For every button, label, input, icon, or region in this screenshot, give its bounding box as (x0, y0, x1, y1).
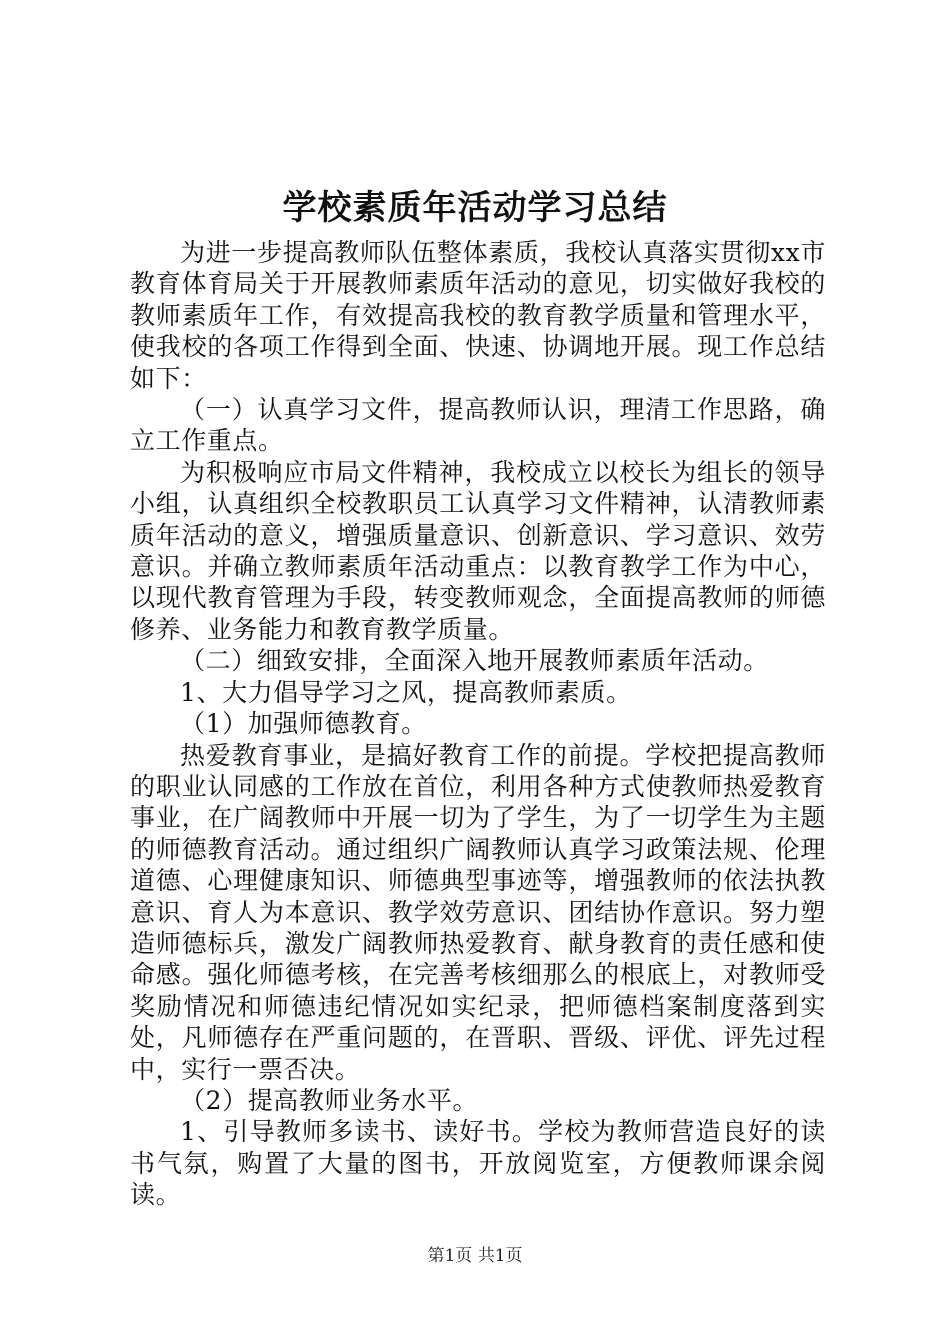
paragraph-ethics: 热爱教育事业，是搞好教育工作的前提。学校把提高教师的职业认同感的工作放在首位，利用各种方式使教师热爱教育事业，在广阔教师中开展一切为了学生，为了一切学生为主题的师德教育活动。通过组织广阔教师认真学习政策法规、伦理道德、心理健康知识、师德典型事迹等，增强教师的依法执教意识、育人为本意识、教学效劳意识、团结协作意识。努力塑造师德标兵，激发广阔教师热爱教育、献身教育的责任感和使命感。强化师德考核，在完善考核细那么的根底上，对教师受奖励情况和师德违纪情况如实纪录，把师德档案制度落到实处，凡师德存在严重问题的，在晋职、晋级、评优、评先过程中，实行一票否决。 (130, 740, 826, 1084)
document-body (130, 237, 826, 1211)
document-title: 学校素质年活动学习总结 (282, 188, 668, 228)
paragraph-section-1: 为积极响应市局文件精神，我校成立以校长为组长的领导小组，认真组织全校教职员工认真学习文件精神，认清教师素质年活动的意义，增强质量意识、创新意识、学习意识、效劳意识。并确立教师素质年活动重点：以教育教学工作为中心，以现代教育管理为手段，转变教师观念，全面提高教师的师德修养、业务能力和教育教学质量。 (130, 457, 826, 644)
page-footer: 第1页 共1页 (427, 1246, 523, 1266)
subsection-heading-1: 1、大力倡导学习之风，提高教师素质。 (180, 677, 632, 707)
section-heading-2: （二）细致安排，全面深入地开展教师素质年活动。 (180, 646, 769, 676)
paragraph-intro: 为进一步提高教师队伍整体素质，我校认真落实贯彻xx市教育体育局关于开展教师素质年活动的意见，切实做好我校的教师素质年工作，有效提高我校的教育教学质量和管理水平，使我校的各项工作得到全面、快速、协调地开展。现工作总结如下： (130, 238, 826, 393)
paragraph-reading: 1、引导教师多读书、读好书。学校为教师营造良好的读书气氛，购置了大量的图书，开放阅览室，方便教师课余阅读。 (130, 1117, 826, 1210)
item-heading-2: （2）提高教师业务水平。 (180, 1085, 479, 1115)
item-heading-1: （1）加强师德教育。 (180, 709, 427, 739)
section-heading-1: （一）认真学习文件，提高教师认识，理清工作思路，确立工作重点。 (130, 395, 826, 456)
